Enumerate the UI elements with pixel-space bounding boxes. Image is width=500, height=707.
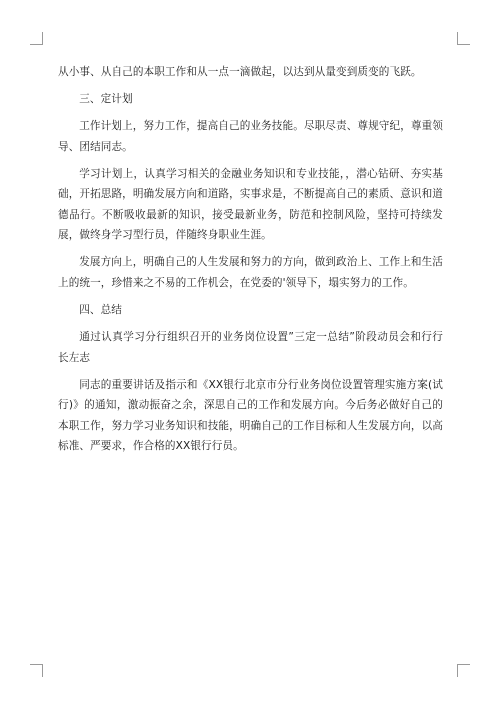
- paragraph-development-direction: 发展方向上，明确自己的人生发展和努力的方向，做到政治上、工作上和生活上的统一，珍惜来之不易的工作机会，在党委的'领导下，塌实努力的工作。: [58, 256, 443, 289]
- paragraph-work-plan: 工作计划上，努力工作，提高自己的业务技能。尽职尽责、尊规守纪，尊重领导、团结同志。: [58, 120, 443, 153]
- crop-mark-bottom-right: [457, 664, 470, 677]
- crop-mark-top-left: [30, 32, 43, 45]
- crop-mark-bottom-left: [30, 664, 43, 677]
- paragraph-summary-intro: 通过认真学习分行组织召开的业务岗位设置”三定一总结”阶段动员会和行行长左志: [58, 331, 443, 364]
- paragraph-study-plan: 学习计划上，认真学习相关的金融业务知识和专业技能，，潜心钻研、夯实基础，开拓思路，明确发展方向和道路，实事求是，不断提高自己的素质、意识和道德品行。不断吸收最新的知识，接受最新业务，防范和控制风险，坚持可持续发展，做终身学习型行员，伴随终身职业生涯。: [58, 168, 443, 242]
- section-heading-plan: 三、定计划: [79, 93, 133, 106]
- paragraph-summary-body: 同志的重要讲话及指示和《XX银行北京市分行业务岗位设置管理实施方案(试行)》的通知，激动振奋之余，深思自己的工作和发展方向。今后务必做好自己的本职工作，努力学习业务知识和技能，明确自己的工作目标和人生发展方向，以高标准、严要求，作合格的XX银行行员。: [58, 378, 443, 453]
- paragraph-continuation: 从小事、从自己的本职工作和从一点一滴做起，以达到从量变到质变的飞跃。: [58, 66, 422, 78]
- section-heading-summary: 四、总结: [79, 304, 122, 317]
- crop-mark-top-right: [457, 32, 470, 45]
- document-body: [58, 62, 443, 456]
